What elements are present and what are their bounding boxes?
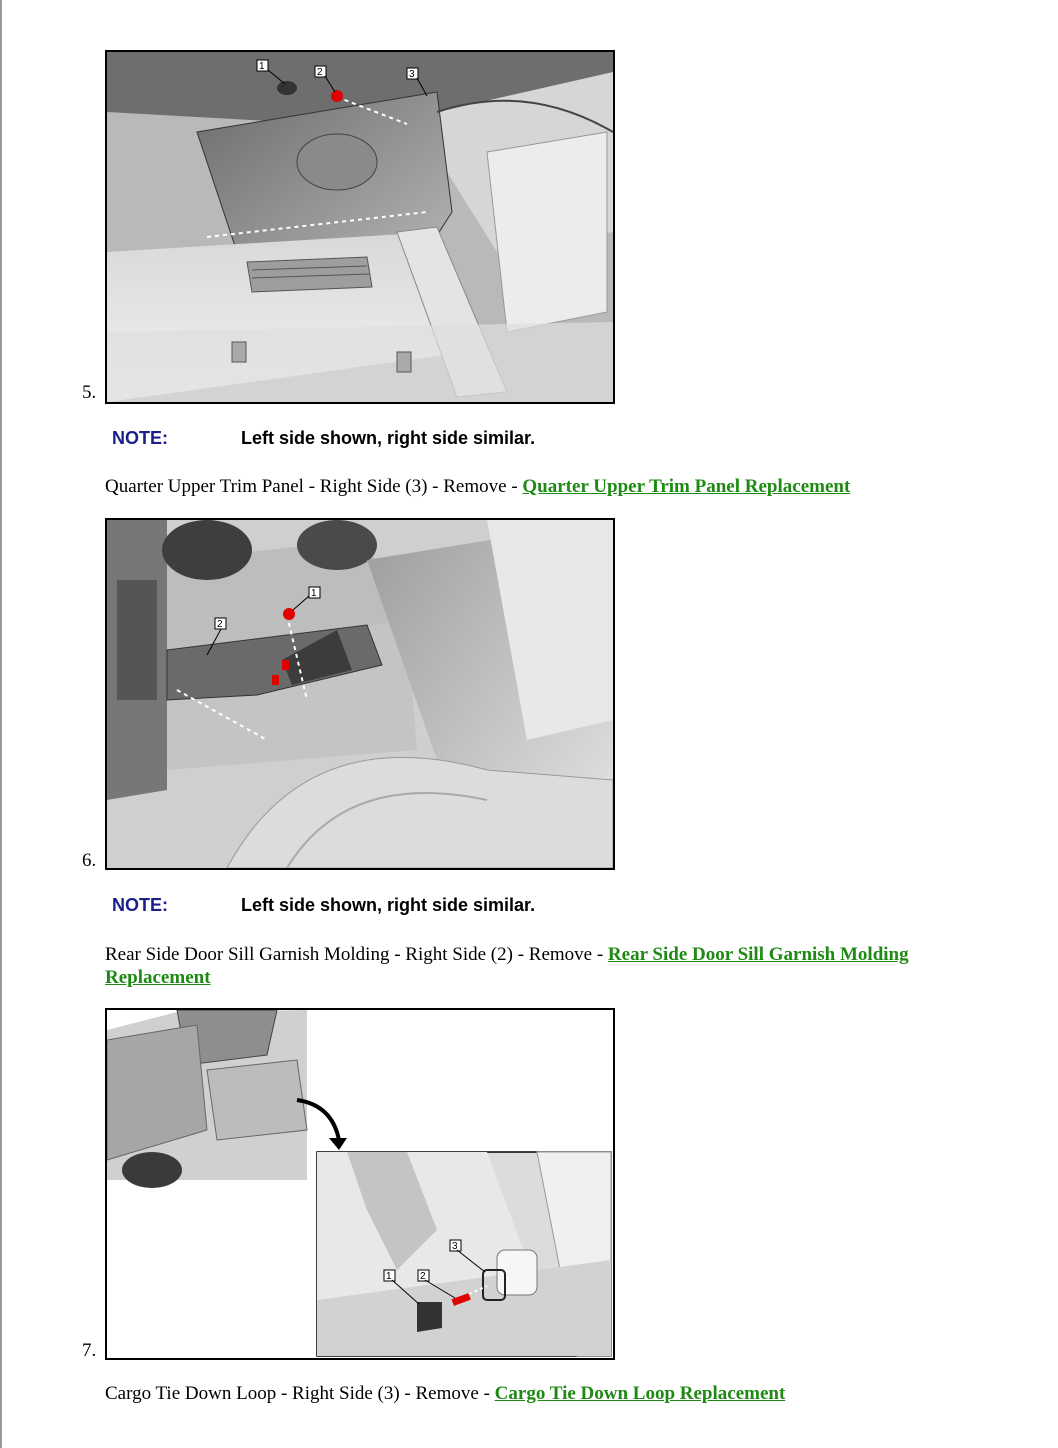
- callout-label: 2: [317, 67, 323, 78]
- step-number: 6.: [82, 850, 97, 871]
- figure-rear-side-door-sill-garnish-molding: [105, 518, 615, 870]
- step-instruction-text: Quarter Upper Trim Panel - Right Side (3) - Remove -: [105, 476, 523, 497]
- figure-cargo-tie-down-loop: [105, 1008, 615, 1360]
- link-quarter-upper-trim-panel-replacement[interactable]: Quarter Upper Trim Panel Replacement: [522, 476, 851, 497]
- callout-label: 3: [452, 1241, 458, 1252]
- step-instruction: [105, 943, 985, 989]
- link-cargo-tie-down-loop-replacement[interactable]: Cargo Tie Down Loop Replacement: [494, 1383, 786, 1404]
- callout-label: 1: [259, 61, 265, 72]
- note-text: Left side shown, right side similar.: [241, 428, 536, 448]
- figure-quarter-upper-trim-panel: [105, 50, 615, 404]
- callout-label: 1: [386, 1271, 392, 1282]
- step-instruction: [105, 1382, 985, 1405]
- callout-label: 3: [409, 69, 415, 80]
- step-instruction-text: Cargo Tie Down Loop - Right Side (3) - Remove -: [105, 1383, 495, 1404]
- callout-label: 1: [311, 588, 317, 599]
- step-instruction-text: Rear Side Door Sill Garnish Molding - Right Side (2) - Remove -: [105, 944, 608, 965]
- note-label: NOTE:: [112, 895, 168, 915]
- step-number: 5.: [82, 382, 97, 403]
- link-rear-side-door-sill-garnish-molding-replacement[interactable]: Rear Side Door Sill Garnish Molding Replacement: [105, 944, 909, 988]
- callout-label: 2: [217, 619, 223, 630]
- step-instruction: [105, 475, 985, 498]
- note-label: NOTE:: [112, 428, 168, 448]
- callout-label: 2: [420, 1271, 426, 1282]
- step-number: 7.: [82, 1340, 97, 1361]
- page-left-border: [0, 0, 2, 1448]
- note-text: Left side shown, right side similar.: [241, 895, 536, 915]
